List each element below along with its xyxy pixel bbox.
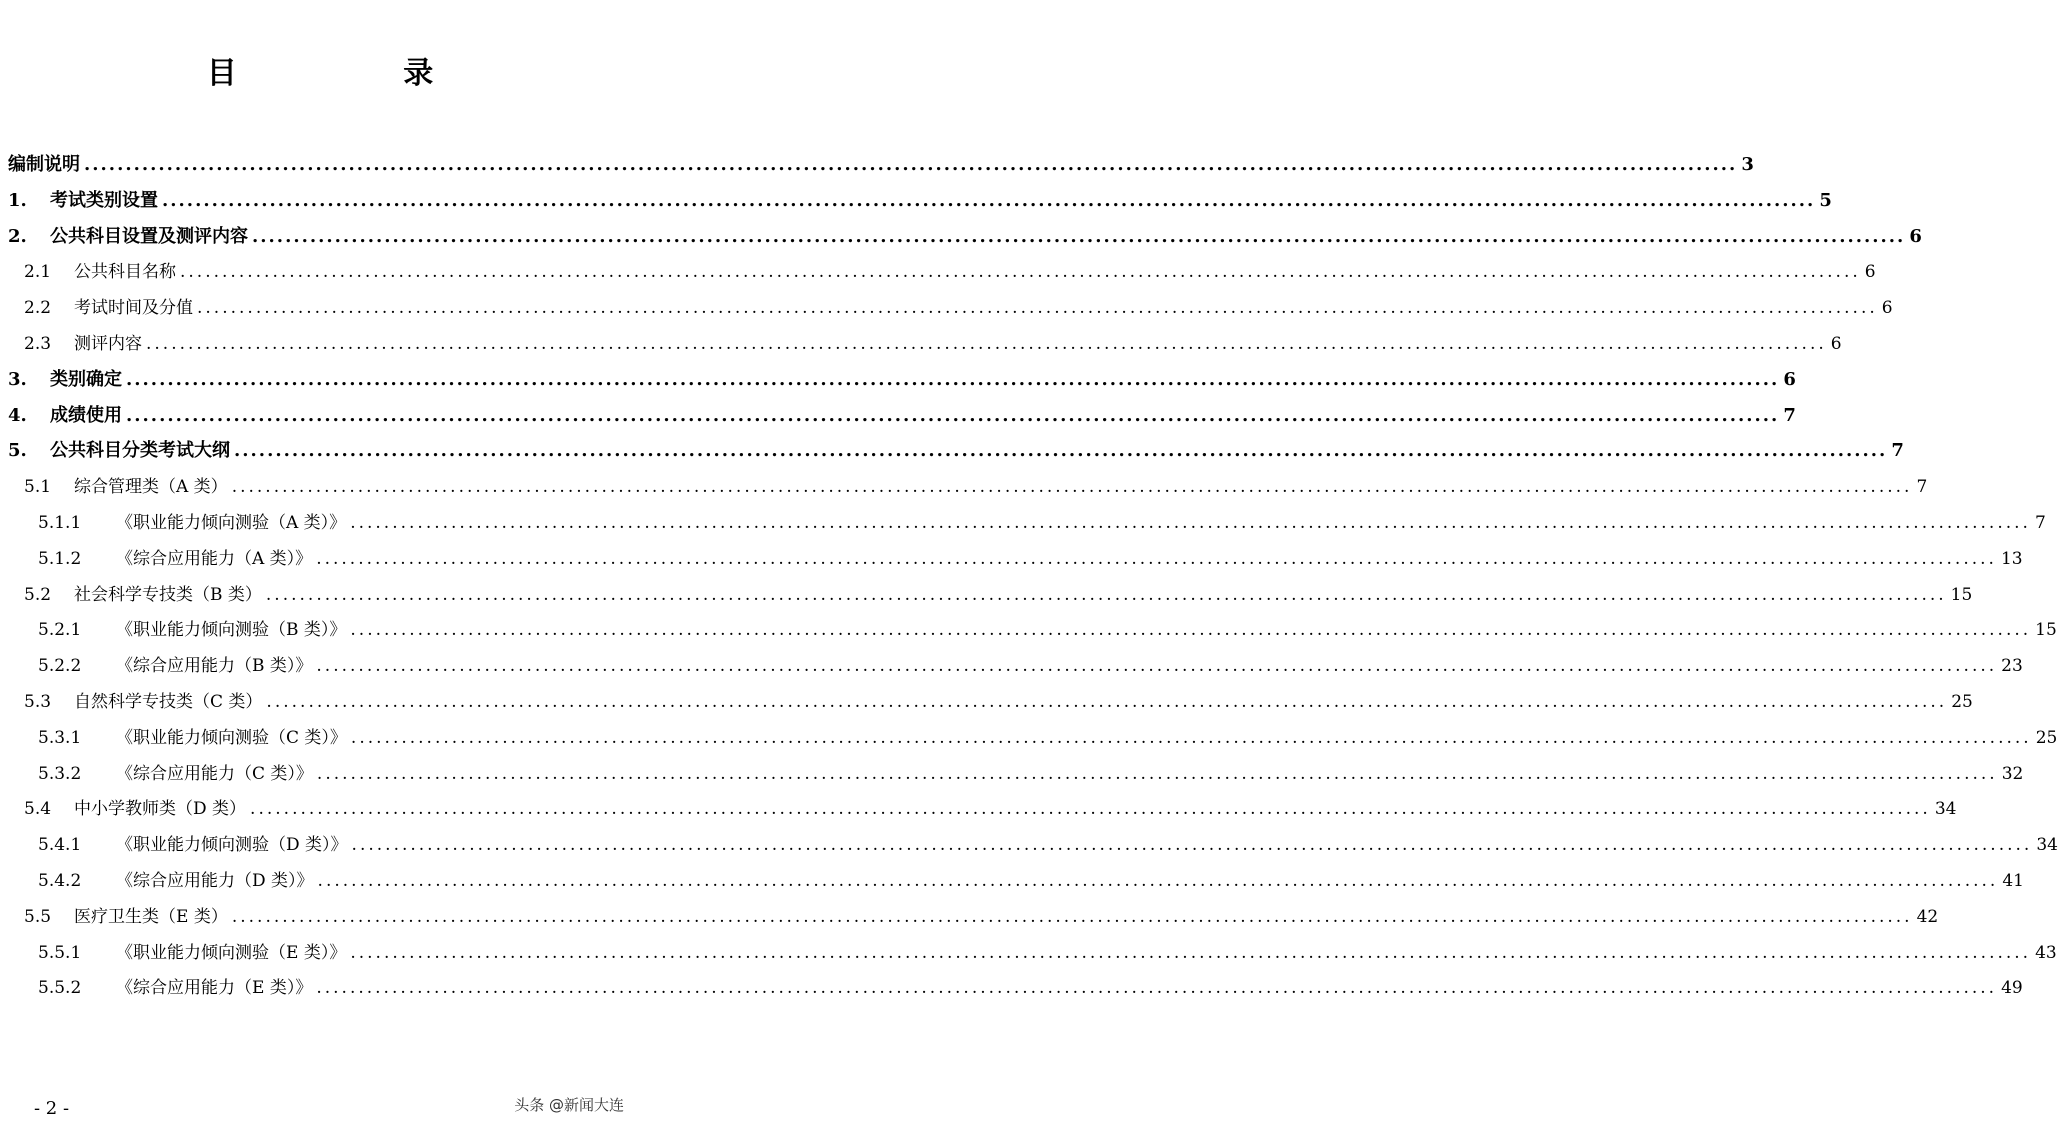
toc-entry-number: 5.4.1 [38,835,82,856]
toc-entry-page: 6 [1864,262,1876,283]
toc-entry-number: 4. [8,404,27,426]
toc-entry[interactable] [8,150,1754,180]
toc-leader-dots: ........................................................................................................................................................................................................ [180,262,1861,283]
toc-entry-label: 成绩使用 [50,404,122,426]
toc-entry-label: 《职业能力倾向测验（E 类）》 [116,942,347,963]
toc-entry-number: 5.5.2 [38,978,82,999]
toc-entry-number: 5.5 [24,906,52,927]
toc-entry-page: 3 [1741,154,1754,175]
toc-entry-label: 《综合应用能力（A 类）》 [116,548,313,569]
toc-entry-page: 34 [2036,835,2058,856]
toc-entry-number: 5.3.1 [38,727,82,748]
toc-entry-number: 5.3 [24,692,52,712]
toc-entry-number: 1. [8,189,27,211]
toc-entry-number: 5.1.2 [38,548,82,569]
toc-entry-label: 《职业能力倾向测验（D 类）》 [116,835,348,856]
toc-leader-dots: ........................................................................................................................................................................................................ [231,906,1913,927]
toc-entry[interactable] [38,651,2023,681]
toc-leader-dots: ........................................................................................................................................................................................................ [231,477,1913,498]
toc-entry-label: 自然科学专技类（C 类） [74,692,263,712]
toc-leader-dots: ........................................................................................................................................................................................................ [266,692,1948,712]
toc-leader-dots: ........................................................................................................................................................................................................ [234,440,1888,462]
toc-leader-dots: ........................................................................................................................................................................................................ [197,298,1878,319]
toc-entry-page: 6 [1830,334,1842,354]
toc-entry[interactable] [24,293,1893,323]
toc-leader-dots: ........................................................................................................................................................................................................ [146,334,1827,354]
toc-entry-page: 7 [2034,513,2046,533]
toc-entry[interactable] [38,973,2023,1003]
toc-entry-number: 5.4 [24,799,52,820]
toc-entry-number: 5.2 [24,584,52,605]
toc-entry-page: 5 [1819,189,1832,211]
toc-entry[interactable] [8,365,1796,395]
toc-entry-label: 《职业能力倾向测验（C 类）》 [116,727,347,748]
toc-entry[interactable] [8,436,1904,466]
toc-entry-label: 《综合应用能力（C 类）》 [116,763,313,784]
toc-leader-dots: ........................................................................................................................................................................................................ [126,404,1780,426]
toc-leader-dots: ........................................................................................................................................................................................................ [84,154,1738,175]
toc-entry-number: 2.1 [24,262,52,283]
toc-leader-dots: ........................................................................................................................................................................................................ [350,620,2032,641]
toc-entry-label: 《职业能力倾向测验（B 类）》 [116,620,347,641]
toc-entry-number: 5. [8,440,27,462]
toc-leader-dots: ........................................................................................................................................................................................................ [316,763,1998,784]
toc-leader-dots: ........................................................................................................................................................................................................ [317,871,1999,891]
toc-leader-dots: ........................................................................................................................................................................................................ [265,584,1947,605]
toc-entry-page: 34 [1934,799,1957,820]
toc-entry-label: 《职业能力倾向测验（A 类）》 [116,513,347,533]
toc-leader-dots: ........................................................................................................................................................................................................ [316,656,1998,677]
toc-entry-page: 6 [1881,298,1893,319]
toc-entry-page: 7 [1891,440,1904,462]
toc-entry-page: 42 [1916,906,1939,927]
toc-entry-page: 6 [1909,225,1922,247]
page-title: 目 录 [206,56,512,91]
toc-leader-dots: ........................................................................................................................................................................................................ [350,513,2031,533]
toc-entry[interactable] [24,902,1939,932]
toc-entry[interactable] [24,687,1973,717]
toc-entry-label: 编制说明 [8,154,80,175]
toc-entry-number: 5.2.1 [38,620,82,641]
toc-entry-page: 23 [2001,656,2023,677]
toc-entry[interactable] [38,866,2024,896]
toc-entry-label: 社会科学专技类（B 类） [74,584,262,605]
toc-leader-dots: ........................................................................................................................................................................................................ [162,189,1816,211]
toc-entry[interactable] [24,580,1973,610]
toc-entry-page: 41 [2002,871,2024,891]
toc-entry-label: 公共科目设置及测评内容 [50,225,248,247]
toc-entry[interactable] [38,615,2057,645]
toc-entry-page: 25 [2035,727,2058,748]
page-number: - 2 - [34,1098,70,1119]
toc-entry[interactable] [8,222,1922,252]
toc-leader-dots: ........................................................................................................................................................................................................ [351,835,2033,856]
toc-leader-dots: ........................................................................................................................................................................................................ [126,368,1780,390]
toc-entry[interactable] [38,544,2023,574]
toc-entry-page: 13 [2000,548,2023,569]
toc-entry-page: 32 [2001,763,2024,784]
toc-entry-number: 5.4.2 [38,871,82,891]
toc-leader-dots: ........................................................................................................................................................................................................ [350,727,2032,748]
toc-entry-number: 5.3.2 [38,763,82,784]
toc-entry-label: 《综合应用能力（D 类）》 [116,871,314,891]
toc-entry-number: 3. [8,368,27,390]
toc-entry-label: 《综合应用能力（E 类）》 [116,978,313,999]
toc-entry[interactable] [8,401,1796,431]
toc-entry[interactable] [38,759,2024,789]
toc-entry-page: 7 [1916,477,1928,498]
toc-entry-label: 中小学教师类（D 类） [74,799,247,820]
toc-entry[interactable] [24,257,1876,287]
toc-entry-page: 15 [1950,584,1973,605]
watermark: 头条 @新闻大连 [514,1096,624,1114]
toc-entry[interactable] [24,794,1957,824]
toc-entry[interactable] [24,329,1842,359]
toc-entry-label: 公共科目名称 [74,262,176,283]
toc-leader-dots: ........................................................................................................................................................................................................ [252,225,1906,247]
toc-entry-number: 5.1 [24,477,52,498]
toc-entry-page: 15 [2035,620,2057,641]
toc-entry-label: 测评内容 [74,334,142,354]
toc-entry[interactable] [8,186,1832,216]
toc-entry-page: 6 [1783,368,1796,390]
toc-entry-number: 2. [8,225,27,247]
toc-entry-number: 5.5.1 [38,942,82,963]
toc-entry[interactable] [38,508,2046,538]
toc-entry-page: 43 [2035,942,2057,963]
toc-entry[interactable] [38,723,2058,753]
toc-entry[interactable] [24,472,1928,502]
toc-entry-label: 考试时间及分值 [74,298,193,319]
toc-entry-page: 25 [1951,692,1973,712]
toc-entry-label: 公共科目分类考试大纲 [50,440,230,462]
toc-entry[interactable] [38,830,2058,860]
toc-entry-label: 《综合应用能力（B 类）》 [116,656,313,677]
toc-entry-number: 5.2.2 [38,656,82,677]
toc-entry-label: 类别确定 [50,368,122,390]
toc-entry-label: 考试类别设置 [50,189,158,211]
toc-leader-dots: ........................................................................................................................................................................................................ [250,799,1931,820]
toc-entry-label: 综合管理类（A 类） [74,477,228,498]
toc-entry[interactable] [38,938,2057,968]
toc-entry-label: 医疗卫生类（E 类） [74,906,228,927]
toc-entry-number: 2.3 [24,334,52,354]
toc-entry-number: 5.1.1 [38,513,82,533]
toc-entry-number: 2.2 [24,298,52,319]
toc-leader-dots: ........................................................................................................................................................................................................ [350,942,2032,963]
toc-leader-dots: ........................................................................................................................................................................................................ [316,978,1998,999]
toc-leader-dots: ........................................................................................................................................................................................................ [316,548,1997,569]
toc-entry-page: 7 [1783,404,1796,426]
toc-entry-page: 49 [2001,978,2023,999]
